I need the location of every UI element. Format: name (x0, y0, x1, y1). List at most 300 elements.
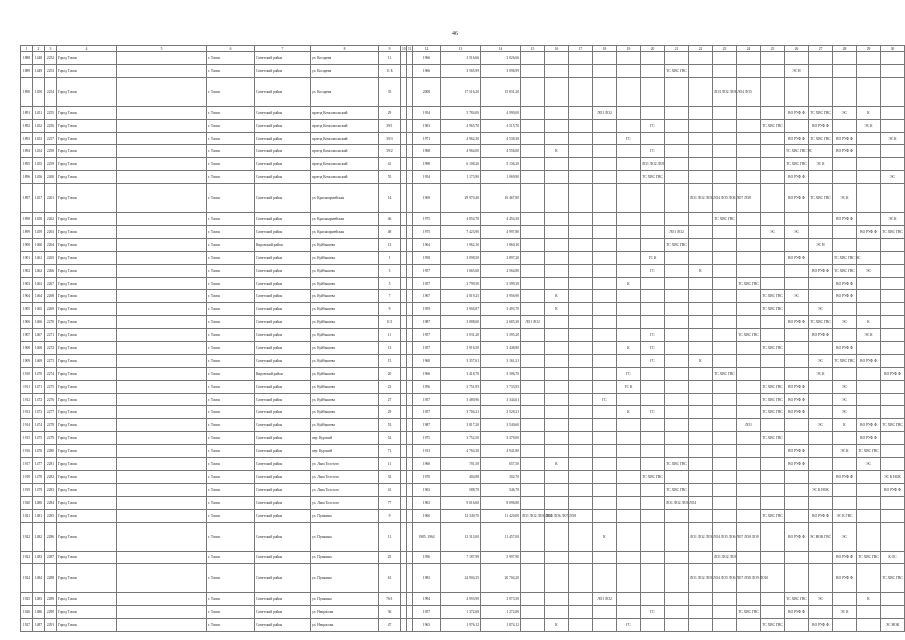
cell-mark: ЭС (833, 316, 857, 329)
cell-empty (117, 606, 207, 619)
cell-mark (593, 77, 617, 106)
cell-mark (545, 52, 569, 65)
cell-district: Советский район (255, 483, 311, 496)
cell-mark (881, 303, 905, 316)
table-row (21, 564, 905, 593)
cell-mark (569, 329, 593, 342)
cell-mark (545, 419, 569, 432)
cell-n: 1923 (21, 551, 33, 564)
cell-mark (713, 354, 737, 367)
cell-mark (617, 593, 641, 606)
cell-street: пер. Курский (311, 445, 379, 458)
cell-year: 1969 (413, 184, 441, 213)
cell-mark (881, 432, 905, 445)
cell-mark (521, 184, 545, 213)
cell-mark (617, 316, 641, 329)
cell-mark (521, 277, 545, 290)
cell-mark (641, 393, 665, 406)
cell-mark (569, 393, 593, 406)
table-row (21, 238, 905, 251)
cell-mark (761, 251, 785, 264)
cell-mark (713, 380, 737, 393)
cell-loc: г. Томск (207, 419, 255, 432)
cell-mark (665, 171, 689, 184)
cell-mark (737, 213, 761, 226)
cell-city: Город Томск (57, 606, 117, 619)
cell-mark (569, 106, 593, 119)
cell-s2: 3 379,00 (481, 432, 521, 445)
cell-mark: ЭС (833, 393, 857, 406)
cell-mark (521, 171, 545, 184)
cell-mark: ТС ХВС ГВС (641, 470, 665, 483)
cell-mark (569, 432, 593, 445)
cell-district: Советский район (255, 77, 311, 106)
cell-s2: 4 990,00 (481, 106, 521, 119)
cell-house: 76/1 (379, 593, 401, 606)
cell-mark (785, 367, 809, 380)
cell-empty (117, 277, 207, 290)
cell-mark (545, 470, 569, 483)
cell-year: 1968 (413, 145, 441, 158)
cell-a: 1468 (33, 342, 45, 355)
cell-mark: К (857, 106, 881, 119)
cell-mark: ТС ХВС ГВС (761, 290, 785, 303)
cell-mark (521, 470, 545, 483)
cell-city: Город Томск (57, 52, 117, 65)
cell-mark: ЭС К (833, 445, 857, 458)
cell-year: 1957 (413, 606, 441, 619)
cell-mark (785, 470, 809, 483)
cell-mark (665, 342, 689, 355)
cell-s1: 4 965,70 (441, 119, 481, 132)
cell-loc: г. Томск (207, 406, 255, 419)
cell-mark (545, 522, 569, 551)
cell-mark (713, 277, 737, 290)
cell-mark (569, 619, 593, 632)
cell-mark (857, 238, 881, 251)
table-row (21, 303, 905, 316)
cell-a: 1482 (33, 522, 45, 551)
cell-a: 1464 (33, 290, 45, 303)
cell-district: Советский район (255, 593, 311, 606)
cell-loc: г. Томск (207, 445, 255, 458)
table-row (21, 393, 905, 406)
cell-n: 1913 (21, 406, 33, 419)
cell-empty (117, 458, 207, 471)
cell-mark (665, 380, 689, 393)
cell-b: 2260 (45, 171, 57, 184)
cell-a: 1458 (33, 213, 45, 226)
cell-s2: 5 997,90 (481, 551, 521, 564)
cell-mark (641, 593, 665, 606)
cell-mark (857, 251, 881, 264)
cell-s2: 2 564,80 (481, 264, 521, 277)
cell-mark (545, 367, 569, 380)
cell-mark (857, 158, 881, 171)
cell-s2: 4 538,30 (481, 132, 521, 145)
cell-mark (785, 483, 809, 496)
cell-s1: 3 418,70 (441, 367, 481, 380)
cell-s1: 4 962,30 (441, 132, 481, 145)
cell-mark: К (617, 342, 641, 355)
cell-a: 1459 (33, 226, 45, 239)
cell-mark (689, 171, 713, 184)
cell-mark (593, 226, 617, 239)
cell-s2: 3 344,61 (481, 393, 521, 406)
cell-mark: ЛО1 (737, 419, 761, 432)
cell-mark (521, 393, 545, 406)
cell-a: 1485 (33, 593, 45, 606)
cell-district: Советский район (255, 145, 311, 158)
cell-mark: ГС (641, 145, 665, 158)
cell-mark (545, 342, 569, 355)
cell-street: проезд Комсомольский (311, 158, 379, 171)
cell-mark (881, 522, 905, 551)
cell-mark: ВО РУФ Ф (785, 251, 809, 264)
cell-s2: 2 897,20 (481, 251, 521, 264)
cell-mark (593, 367, 617, 380)
cell-b: 2275 (45, 380, 57, 393)
cell-street: ул. Куйбышева (311, 316, 379, 329)
cell-a: 1448 (33, 52, 45, 65)
cell-mark (689, 329, 713, 342)
cell-mark: ВО РУФ Ф (833, 470, 857, 483)
cell-mark: ЭС НОК (881, 619, 905, 632)
table-row (21, 509, 905, 522)
cell-mark (881, 106, 905, 119)
cell-empty (117, 213, 207, 226)
column-number: 9 (379, 46, 401, 52)
cell-year: 1964 (413, 238, 441, 251)
cell-loc: г. Томск (207, 290, 255, 303)
cell-city: Город Томск (57, 303, 117, 316)
cell-mark (737, 52, 761, 65)
column-number: 15 (521, 46, 545, 52)
cell-mark (569, 171, 593, 184)
cell-mark (689, 52, 713, 65)
cell-house: 20 (379, 367, 401, 380)
cell-mark (593, 158, 617, 171)
cell-house: 39/3 (379, 132, 401, 145)
cell-mark (593, 406, 617, 419)
cell-district: Советский район (255, 342, 311, 355)
cell-mark (737, 303, 761, 316)
cell-mark (545, 251, 569, 264)
cell-n: 1906 (21, 316, 33, 329)
cell-street: ул. Красноармейская (311, 226, 379, 239)
cell-mark (713, 619, 737, 632)
cell-house: 14 (379, 184, 401, 213)
cell-mark: ВО РУФ Ф (809, 329, 833, 342)
table-row (21, 593, 905, 606)
column-number: 26 (785, 46, 809, 52)
cell-mark (713, 470, 737, 483)
cell-mark (569, 342, 593, 355)
cell-s2: 3 733,95 (481, 380, 521, 393)
cell-mark (569, 158, 593, 171)
cell-mark: ЭС К (809, 367, 833, 380)
cell-mark: ЭС (857, 458, 881, 471)
cell-mark (785, 342, 809, 355)
cell-mark (521, 64, 545, 77)
cell-mark: ЛО5 ЛО6 ЛО7 ЛО8 (545, 509, 569, 522)
cell-year: 1960 (413, 509, 441, 522)
cell-mark (617, 251, 641, 264)
cell-s1: 4 854,70 (441, 213, 481, 226)
cell-mark: ЛО1 ЛО2 (593, 106, 617, 119)
cell-a: 1471 (33, 380, 45, 393)
cell-district: Советский район (255, 158, 311, 171)
cell-house: 29 (379, 106, 401, 119)
cell-mark: ТС ХВС ГВС (857, 551, 881, 564)
cell-district: Советский район (255, 406, 311, 419)
cell-mark (617, 119, 641, 132)
cell-mark (833, 171, 857, 184)
cell-mark: ЭС К (833, 606, 857, 619)
cell-loc: г. Томск (207, 458, 255, 471)
cell-mark: ГС (617, 367, 641, 380)
cell-mark (785, 354, 809, 367)
cell-mark (521, 432, 545, 445)
cell-mark (593, 238, 617, 251)
cell-loc: г. Томск (207, 354, 255, 367)
cell-mark (833, 496, 857, 509)
cell-mark (545, 354, 569, 367)
cell-mark (569, 277, 593, 290)
table-row (21, 251, 905, 264)
cell-mark (593, 470, 617, 483)
cell-district: Советский район (255, 106, 311, 119)
cell-mark (689, 406, 713, 419)
cell-mark (665, 619, 689, 632)
cell-mark: ЭС (809, 593, 833, 606)
cell-mark (809, 551, 833, 564)
cell-mark (521, 419, 545, 432)
cell-mark (857, 64, 881, 77)
cell-house: 3 (379, 264, 401, 277)
cell-a: 1487 (33, 619, 45, 632)
cell-mark (569, 606, 593, 619)
cell-empty (117, 251, 207, 264)
column-number: 2 (33, 46, 45, 52)
cell-mark: ВО РУФ Ф (809, 264, 833, 277)
cell-mark: ТС ХВС ГВС (761, 342, 785, 355)
cell-mark: ВО РУФ Ф (833, 132, 857, 145)
cell-mark (761, 238, 785, 251)
cell-district: Советский район (255, 119, 311, 132)
cell-city: Город Томск (57, 251, 117, 264)
cell-mark (617, 290, 641, 303)
column-number: 24 (737, 46, 761, 52)
cell-b: 2267 (45, 277, 57, 290)
cell-mark: ЭС Н (809, 238, 833, 251)
cell-mark (761, 419, 785, 432)
cell-mark (617, 303, 641, 316)
cell-city: Город Томск (57, 213, 117, 226)
cell-city: Город Томск (57, 470, 117, 483)
cell-mark (665, 119, 689, 132)
cell-b: 2284 (45, 496, 57, 509)
cell-house: 11 (379, 329, 401, 342)
cell-s2: 15 831,20 (481, 77, 521, 106)
cell-mark (761, 354, 785, 367)
cell-mark: ТС ХВС ГВС (809, 106, 833, 119)
cell-s2: 3 493,70 (481, 303, 521, 316)
cell-street: проезд Комсомольский (311, 106, 379, 119)
cell-district: Советский район (255, 184, 311, 213)
cell-mark (881, 277, 905, 290)
cell-mark (545, 77, 569, 106)
cell-house: 29 (379, 406, 401, 419)
cell-house: 11 (379, 52, 401, 65)
cell-mark: К (545, 290, 569, 303)
cell-mark (881, 64, 905, 77)
cell-s2: 1 069,90 (481, 171, 521, 184)
cell-mark: ТС ХВС ГВС (737, 606, 761, 619)
cell-mark (737, 171, 761, 184)
cell-street: ул. Пушкина (311, 564, 379, 593)
cell-mark (785, 119, 809, 132)
cell-mark (545, 158, 569, 171)
cell-mark (881, 158, 905, 171)
cell-house: 1 (379, 251, 401, 264)
cell-mark (809, 470, 833, 483)
cell-loc: г. Томск (207, 303, 255, 316)
cell-mark (545, 119, 569, 132)
cell-mark (665, 132, 689, 145)
cell-mark (545, 483, 569, 496)
cell-mark (809, 226, 833, 239)
cell-district: Советский район (255, 132, 311, 145)
cell-mark (761, 64, 785, 77)
cell-mark (737, 367, 761, 380)
cell-mark (737, 458, 761, 471)
cell-b: 2272 (45, 342, 57, 355)
cell-empty (117, 509, 207, 522)
cell-mark (809, 171, 833, 184)
cell-b: 2271 (45, 329, 57, 342)
cell-empty (117, 226, 207, 239)
cell-n: 1918 (21, 470, 33, 483)
cell-mark (857, 52, 881, 65)
cell-empty (117, 619, 207, 632)
cell-year: 1987 (413, 316, 441, 329)
cell-city: Город Томск (57, 458, 117, 471)
cell-mark (881, 380, 905, 393)
cell-mark: ТС ХВС ГВС (665, 64, 689, 77)
cell-mark (617, 52, 641, 65)
cell-mark: ТС ХВС ГВС (881, 564, 905, 593)
cell-mark (593, 213, 617, 226)
cell-s1: 3 088,60 (441, 316, 481, 329)
cell-mark (545, 329, 569, 342)
cell-n: 1916 (21, 445, 33, 458)
cell-empty (117, 551, 207, 564)
cell-loc: г. Томск (207, 483, 255, 496)
cell-mark (665, 184, 689, 213)
cell-mark: ГС (617, 132, 641, 145)
column-number: 8 (311, 46, 379, 52)
cell-mark (689, 367, 713, 380)
cell-district: Советский район (255, 52, 311, 65)
cell-s2: 5 136,20 (481, 158, 521, 171)
cell-mark (833, 619, 857, 632)
cell-mark (617, 509, 641, 522)
cell-mark (569, 522, 593, 551)
cell-mark: ТС ХВС ГВС (785, 593, 809, 606)
cell-district: Советский район (255, 606, 311, 619)
cell-mark (569, 354, 593, 367)
cell-mark (521, 290, 545, 303)
cell-loc: г. Томск (207, 277, 255, 290)
table-row (21, 354, 905, 367)
cell-mark: К (545, 145, 569, 158)
cell-mark (761, 77, 785, 106)
cell-mark (617, 470, 641, 483)
cell-mark (593, 251, 617, 264)
cell-s2: 11 420,00 (481, 509, 521, 522)
cell-empty (117, 342, 207, 355)
cell-mark (809, 564, 833, 593)
cell-mark (857, 184, 881, 213)
cell-house: 35 (379, 77, 401, 106)
cell-mark (689, 593, 713, 606)
cell-mark: ВО РУФ Ф (809, 509, 833, 522)
cell-n: 1914 (21, 419, 33, 432)
cell-n: 1926 (21, 606, 33, 619)
cell-mark (689, 119, 713, 132)
cell-a: 1478 (33, 470, 45, 483)
cell-mark: ТС ХВС ГВС (809, 132, 833, 145)
cell-district: Советский район (255, 509, 311, 522)
cell-mark: ТС ХВС ГВС (809, 184, 833, 213)
cell-mark (785, 419, 809, 432)
cell-mark (737, 342, 761, 355)
cell-mark (593, 119, 617, 132)
cell-b: 2291 (45, 619, 57, 632)
cell-city: Город Томск (57, 380, 117, 393)
cell-s1: 3 098,50 (441, 251, 481, 264)
cell-year: 1957 (413, 264, 441, 277)
cell-mark: ЭС (809, 419, 833, 432)
cell-mark: К (689, 264, 713, 277)
cell-mark (737, 380, 761, 393)
cell-n: 1925 (21, 593, 33, 606)
cell-year: 1998 (413, 158, 441, 171)
cell-street: ул. Льва Толстого (311, 483, 379, 496)
table-row (21, 419, 905, 432)
cell-mark (737, 509, 761, 522)
cell-mark (881, 77, 905, 106)
cell-b: 2288 (45, 564, 57, 593)
cell-mark: ТС ХВС ГВС (737, 329, 761, 342)
cell-mark: ВО РУФ Ф (833, 213, 857, 226)
column-number: 28 (833, 46, 857, 52)
cell-s2: 1 874,12 (481, 619, 521, 632)
cell-mark (857, 213, 881, 226)
cell-b: 2261 (45, 184, 57, 213)
cell-mark: ЭС (881, 171, 905, 184)
cell-mark (737, 226, 761, 239)
cell-city: Город Томск (57, 158, 117, 171)
cell-s2: 3 540,60 (481, 419, 521, 432)
cell-mark (689, 251, 713, 264)
cell-a: 1476 (33, 445, 45, 458)
cell-mark (641, 496, 665, 509)
cell-mark: ВО РУФ Ф (833, 551, 857, 564)
cell-mark (761, 496, 785, 509)
table-row (21, 119, 905, 132)
